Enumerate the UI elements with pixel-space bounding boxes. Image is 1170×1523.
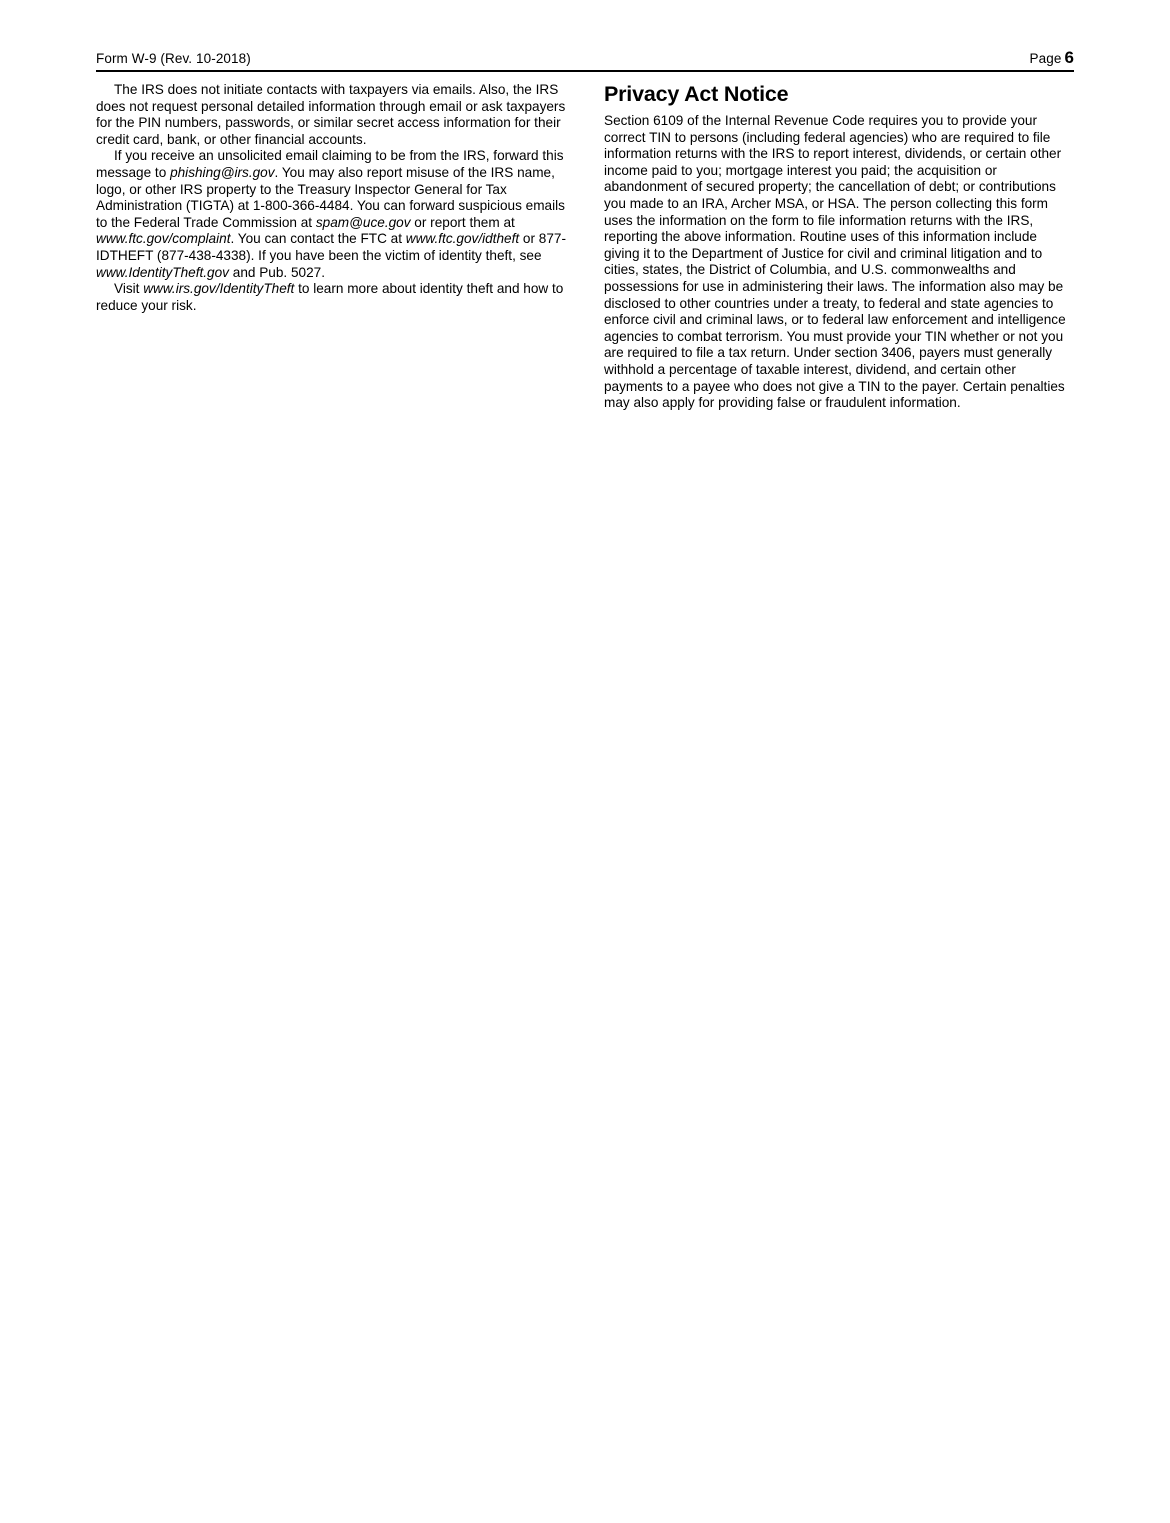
- text-segment: . You can contact the FTC at: [230, 231, 406, 247]
- paragraph-irs-contacts: The IRS does not initiate contacts with taxpayers via emails. Also, the IRS does not request personal detailed information through email or ask taxpayers for the PIN numbers, passwords, or similar secret access information for their credit card, bank, or other financial accounts.: [96, 82, 566, 147]
- page-number: 6: [1064, 48, 1074, 67]
- text-segment: If you receive an unsolicited email claiming to be from the IRS, forward this message to: [96, 148, 564, 180]
- paragraph-visit-identitytheft: [96, 281, 566, 314]
- paragraph-unsolicited-email: [96, 148, 566, 281]
- url-identitytheft-gov: www.IdentityTheft.gov: [96, 264, 229, 280]
- header-divider: [96, 70, 1074, 72]
- page-indicator: [1030, 48, 1075, 68]
- email-phishing-irs: phishing@irs.gov: [170, 164, 275, 180]
- section-title-privacy-act-notice: Privacy Act Notice: [604, 82, 789, 106]
- form-identifier: Form W-9 (Rev. 10-2018): [96, 51, 251, 66]
- text-segment: or 877-IDTHEFT (877-438-4338). If you have been the victim of identity theft, see: [96, 231, 566, 263]
- url-ftc-complaint: www.ftc.gov/complaint: [96, 231, 231, 247]
- content-columns: [96, 82, 1074, 412]
- left-column: [96, 82, 566, 412]
- email-spam-uce: spam@uce.gov: [315, 214, 411, 230]
- page-header: [96, 48, 1074, 68]
- text-segment: . You may also report misuse of the IRS name, logo, or other IRS property to the Treasury Inspector General for Tax Administration (TIGTA) at 1-800-366-4484. You can forward suspicious emails to the Federal Trade Commission at: [96, 164, 565, 230]
- url-ftc-idtheft: www.ftc.gov/idtheft: [405, 231, 520, 247]
- right-column: [604, 82, 1074, 412]
- text-segment: or report them at: [410, 214, 515, 230]
- text-segment: and Pub. 5027.: [228, 264, 325, 280]
- paragraph-privacy-act-body: Section 6109 of the Internal Revenue Code requires you to provide your correct TIN to persons (including federal agencies) who are required to file information returns with the IRS to report interest, dividends, or certain other income paid to you; mortgage interest you paid; the acquisition or abandonment of secured property; the cancellation of debt; or contributions you made to an IRA, Archer MSA, or HSA. The person collecting this form uses the information on the form to file information returns with the IRS, reporting the above information. Routine uses of this information include giving it to the Department of Justice for civil and criminal litigation and to cities, states, the District of Columbia, and U.S. commonwealths and possessions for use in administering their laws. The information also may be disclosed to other countries under a treaty, to federal and state agencies to enforce civil and criminal laws, or to federal law enforcement and intelligence agencies to combat terrorism. You must provide your TIN whether or not you are required to file a tax return. Under section 3406, payers must generally withhold a percentage of taxable interest, dividend, and certain other payments to a payee who does not give a TIN to the payer. Certain penalties may also apply for providing false or fraudulent information.: [604, 113, 1066, 411]
- text-segment: Visit: [114, 281, 144, 297]
- url-irs-identitytheft: www.irs.gov/IdentityTheft: [143, 281, 295, 297]
- text-segment: to learn more about identity theft and how to reduce your risk.: [96, 281, 564, 313]
- page-label: Page: [1029, 51, 1062, 66]
